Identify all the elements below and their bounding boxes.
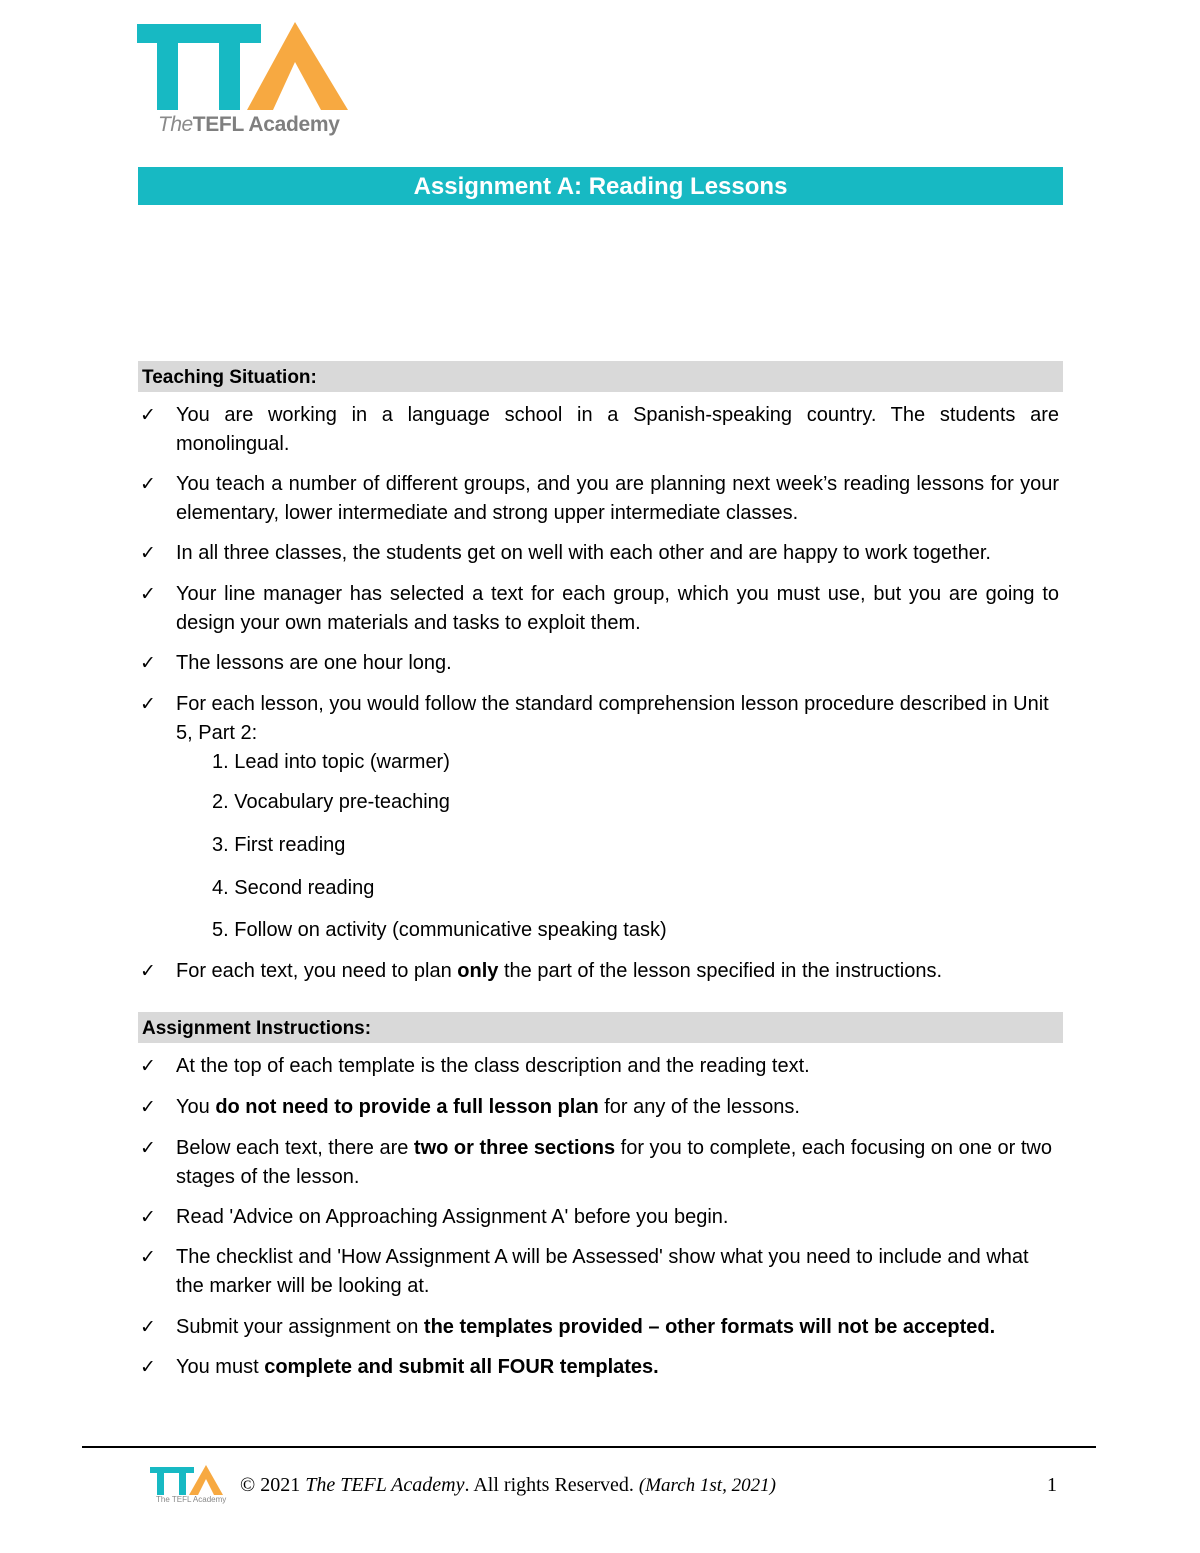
- instruction-item-1: At the top of each template is the class description and the reading text.: [176, 1055, 810, 1077]
- teaching-item-3: In all three classes, the students get on well with each other and are happy to work together.: [176, 542, 991, 564]
- check-icon: ✓: [140, 653, 156, 674]
- check-icon: ✓: [140, 584, 156, 605]
- check-icon: ✓: [140, 543, 156, 564]
- check-icon: ✓: [140, 961, 156, 982]
- logo-t2-stem: [219, 24, 240, 110]
- instruction-item-3: Below each text, there are two or three sections for you to complete, each focusing on one or two stages of the lesson.: [176, 1137, 1053, 1188]
- footer-logo-wordmark: The TEFL Academy: [156, 1495, 227, 1504]
- logo-t1-stem: [157, 24, 178, 110]
- teaching-item-2: You teach a number of different groups, and you are planning next week’s reading lessons for your elementary, lower intermediate and strong upper intermediate classes.: [176, 473, 1059, 524]
- instruction-item-5: The checklist and 'How Assignment A will be Assessed' show what you need to include and what the marker will be looking at.: [176, 1246, 1029, 1297]
- instruction-item-2: You do not need to provide a full lesson plan for any of the lessons.: [176, 1096, 800, 1118]
- footer-copyright: © 2021 The TEFL Academy. All rights Reserved. (March 1st, 2021): [240, 1474, 776, 1496]
- instruction-item-4: Read 'Advice on Approaching Assignment A' before you begin.: [176, 1206, 729, 1228]
- check-icon: ✓: [140, 1056, 156, 1077]
- teaching-item-1: You are working in a language school in a Spanish-speaking country. The students are monolingual.: [176, 404, 1059, 455]
- check-icon: ✓: [140, 1357, 156, 1378]
- check-icon: ✓: [140, 694, 156, 715]
- check-icon: ✓: [140, 1207, 156, 1228]
- teaching-item-6: For each lesson, you would follow the standard comprehension lesson procedure described in Unit 5, Part 2:: [176, 693, 1049, 744]
- instruction-item-6: Submit your assignment on the templates provided – other formats will not be accepted.: [176, 1316, 996, 1338]
- procedure-step-5: 5. Follow on activity (communicative speaking task): [212, 919, 667, 941]
- footer-divider: [82, 1446, 1096, 1448]
- check-icon: ✓: [140, 1317, 156, 1338]
- procedure-step-1: 1. Lead into topic (warmer): [212, 751, 450, 773]
- logo-wordmark: TheTEFL Academy: [158, 113, 340, 136]
- check-icon: ✓: [140, 1097, 156, 1118]
- logo-a-shape: [247, 22, 348, 110]
- check-icon: ✓: [140, 405, 156, 426]
- check-icon: ✓: [140, 474, 156, 495]
- procedure-step-4: 4. Second reading: [212, 877, 375, 899]
- assignment-instructions-heading: Assignment Instructions:: [138, 1012, 1063, 1043]
- teaching-item-4: Your line manager has selected a text for each group, which you must use, but you are going to design your own materials and tasks to exploit them.: [176, 583, 1059, 634]
- check-icon: ✓: [140, 1138, 156, 1159]
- procedure-step-2: 2. Vocabulary pre-teaching: [212, 791, 450, 813]
- teaching-item-5: The lessons are one hour long.: [176, 652, 452, 674]
- check-icon: ✓: [140, 1247, 156, 1268]
- page-title: Assignment A: Reading Lessons: [138, 167, 1063, 205]
- instruction-item-7: You must complete and submit all FOUR templates.: [176, 1356, 659, 1378]
- procedure-step-3: 3. First reading: [212, 834, 346, 856]
- teaching-situation-heading: Teaching Situation:: [138, 361, 1063, 392]
- teaching-item-7: For each text, you need to plan only the part of the lesson specified in the instructions.: [176, 960, 943, 982]
- page-number: 1: [1047, 1474, 1057, 1496]
